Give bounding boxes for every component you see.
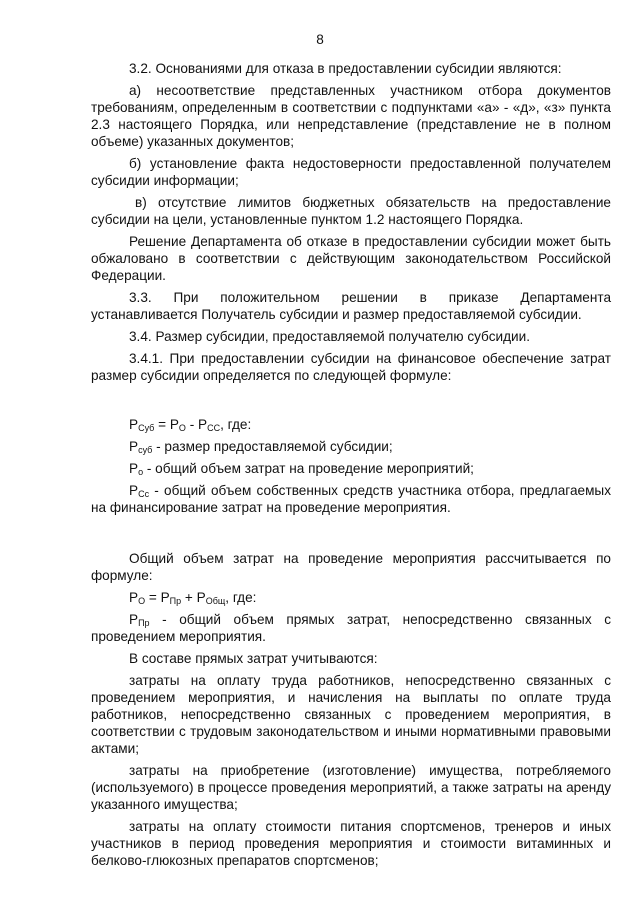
document-body xyxy=(91,60,611,869)
paragraph-item-v: в) отсутствие лимитов бюджетных обязательств на предоставление субсидии на цели, установленные пунктом 1.2 настоящего Порядка. xyxy=(91,195,611,227)
page-number: 8 xyxy=(316,32,324,47)
definition-p-pr: $Р_{Пр}$ - общий объем прямых затрат, непосредственно связанных с проведением мероприятия. xyxy=(91,612,611,644)
paragraph-labor-costs: затраты на оплату труда работников, непосредственно связанных с проведением мероприятия, и начисления на выплаты по оплате труда работников, непосредственно связанных с проведением мероприятия, в соответствии с трудовым законодательством и иными нормативными правовыми актами; xyxy=(91,673,611,756)
definition-p-o: $Р_о$ - общий объем затрат на проведение мероприятий; xyxy=(129,461,474,477)
formula-subsidy: $Р_{Суб} = Р_О - Р_{СС}$, где: xyxy=(129,417,252,433)
paragraph-3-4-1: 3.4.1. При предоставлении субсидии на финансовое обеспечение затрат размер субсидии определяется по следующей формуле: xyxy=(91,351,611,383)
paragraph-3-2: 3.2. Основаниями для отказа в предоставлении субсидии являются: xyxy=(129,61,562,76)
paragraph-item-b: б) установление факта недостоверности предоставленной получателем субсидии информации; xyxy=(91,156,611,188)
paragraph-3-3: 3.3. При положительном решении в приказе Департамента устанавливается Получатель субсидии и размер предоставляемой субсидии. xyxy=(91,290,611,322)
definition-p-cc: $Р_{Сс}$ - общий объем собственных средств участника отбора, предлагаемых на финансирование затрат на проведение мероприятия. xyxy=(91,483,611,515)
paragraph-item-a: а) несоответствие представленных участником отбора документов требованиям, определенным в соответствии с подпунктами «а» - «д», «з» пункта 2.3 настоящего Порядка, или непредставление (представление не в полном объеме) указанных документов; xyxy=(91,83,611,149)
paragraph-direct-costs: В составе прямых затрат учитываются: xyxy=(129,651,378,666)
paragraph-property-costs: затраты на приобретение (изготовление) имущества, потребляемого (используемого) в процессе проведения мероприятий, а также затраты на аренду указанного имущества; xyxy=(91,763,611,812)
paragraph-food-costs: затраты на оплату стоимости питания спортсменов, тренеров и иных участников в период проведения мероприятия и стоимости витаминных и белково-глюкозных препаратов спортсменов; xyxy=(91,819,611,868)
formula-total-costs: $Р_О = Р_{Пр} + Р_{Общ}$, где: xyxy=(129,590,257,606)
definition-p-sub: $Р_{суб}$ - размер предоставляемой субсидии; xyxy=(129,439,393,455)
paragraph-total-costs: Общий объем затрат на проведение мероприятия рассчитывается по формуле: xyxy=(91,551,611,583)
paragraph-appeal: Решение Департамента об отказе в предоставлении субсидии может быть обжаловано в соответствии с действующим законодательством Российской Федерации. xyxy=(91,234,611,283)
paragraph-3-4: 3.4. Размер субсидии, предоставляемой получателю субсидии. xyxy=(129,329,530,344)
